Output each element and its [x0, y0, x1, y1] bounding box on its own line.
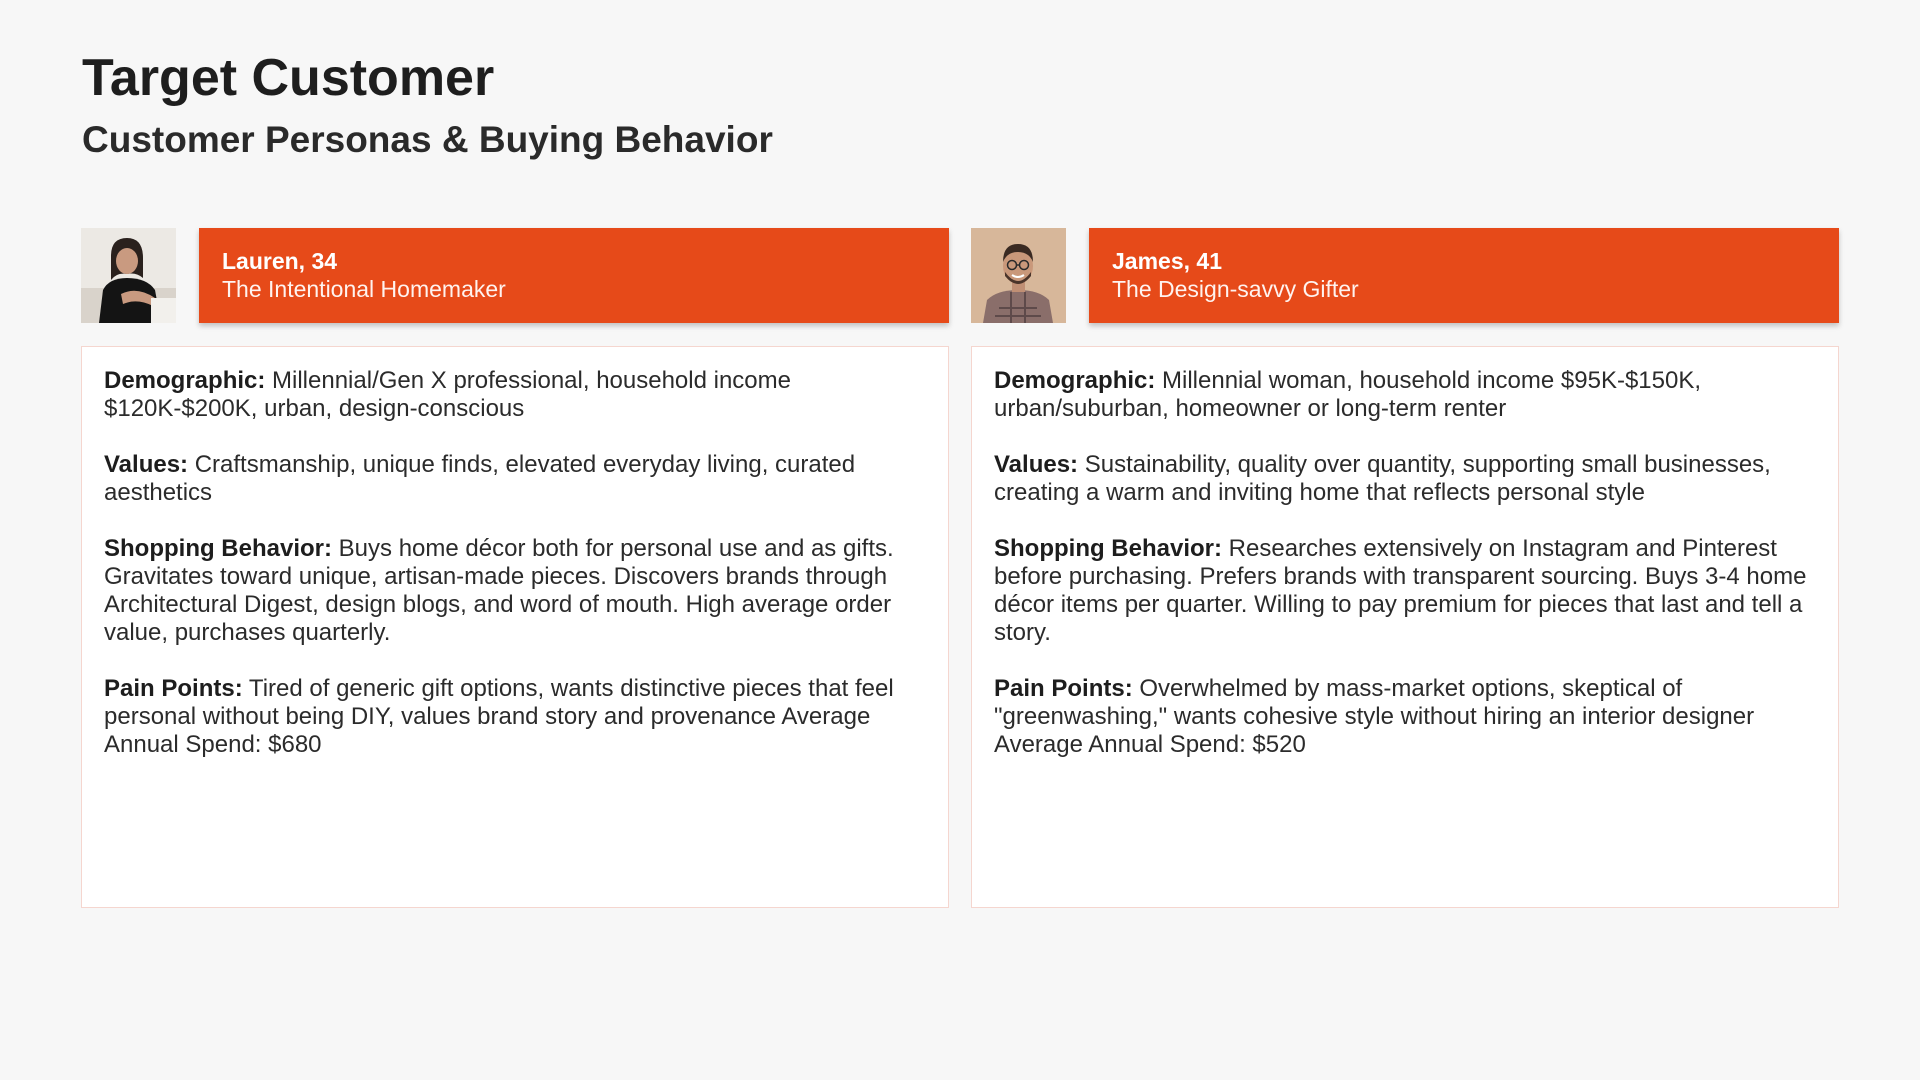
section-label: Shopping Behavior:: [104, 535, 332, 562]
page-title: Target Customer: [82, 49, 495, 107]
section-text: Craftsmanship, unique finds, elevated everyday living, curated aesthetics: [104, 451, 856, 506]
shopping-behavior-section: [994, 535, 1816, 647]
values-section: [994, 451, 1816, 507]
persona-header: [199, 228, 949, 323]
persona-role: The Intentional Homemaker: [222, 276, 506, 302]
section-text: Millennial/Gen X professional, household income $120K-$200K, urban, design-conscious: [104, 367, 791, 422]
persona-details-card: [81, 346, 949, 908]
man-portrait-icon: [971, 228, 1066, 323]
section-label: Demographic:: [994, 367, 1156, 394]
section-text: Buys home décor both for personal use and as gifts. Gravitates toward unique, artisan-made pieces. Discovers brands through Architectural Digest, design blogs, and word of mouth. High average order value, purchases quarterly.: [104, 535, 894, 646]
persona-role: The Design-savvy Gifter: [1112, 276, 1359, 302]
persona-name: James, 41: [1112, 248, 1222, 274]
shopping-behavior-section: [104, 535, 926, 647]
section-label: Values:: [994, 451, 1079, 478]
pain-points-section: [994, 675, 1816, 759]
persona-details-card: [971, 346, 1839, 908]
section-text: Overwhelmed by mass-market options, skeptical of "greenwashing," wants cohesive style without hiring an interior designer Average Annual Spend: $520: [994, 675, 1755, 758]
section-label: Demographic:: [104, 367, 266, 394]
demographic-section: [104, 367, 926, 423]
values-section: [104, 451, 926, 507]
section-text: Researches extensively on Instagram and Pinterest before purchasing. Prefers brands with transparent sourcing. Buys 3-4 home décor items per quarter. Willing to pay premium for pieces that last and tell a story.: [994, 535, 1807, 646]
section-text: Millennial woman, household income $95K-$150K, urban/suburban, homeowner or long-term renter: [994, 367, 1702, 422]
persona-header: [1089, 228, 1839, 323]
pain-points-section: [104, 675, 926, 759]
avatar: [971, 228, 1066, 323]
section-label: Pain Points:: [994, 675, 1133, 702]
persona-name: Lauren, 34: [222, 248, 338, 274]
avatar: [81, 228, 176, 323]
page-subtitle: Customer Personas & Buying Behavior: [82, 119, 773, 160]
demographic-section: [994, 367, 1816, 423]
section-text: Tired of generic gift options, wants distinctive pieces that feel personal without being DIY, values brand story and provenance Average Annual Spend: $680: [104, 675, 894, 758]
section-text: Sustainability, quality over quantity, supporting small businesses, creating a warm and inviting home that reflects personal style: [994, 451, 1771, 506]
section-label: Pain Points:: [104, 675, 243, 702]
section-label: Shopping Behavior:: [994, 535, 1222, 562]
section-label: Values:: [104, 451, 189, 478]
woman-portrait-icon: [81, 228, 176, 323]
